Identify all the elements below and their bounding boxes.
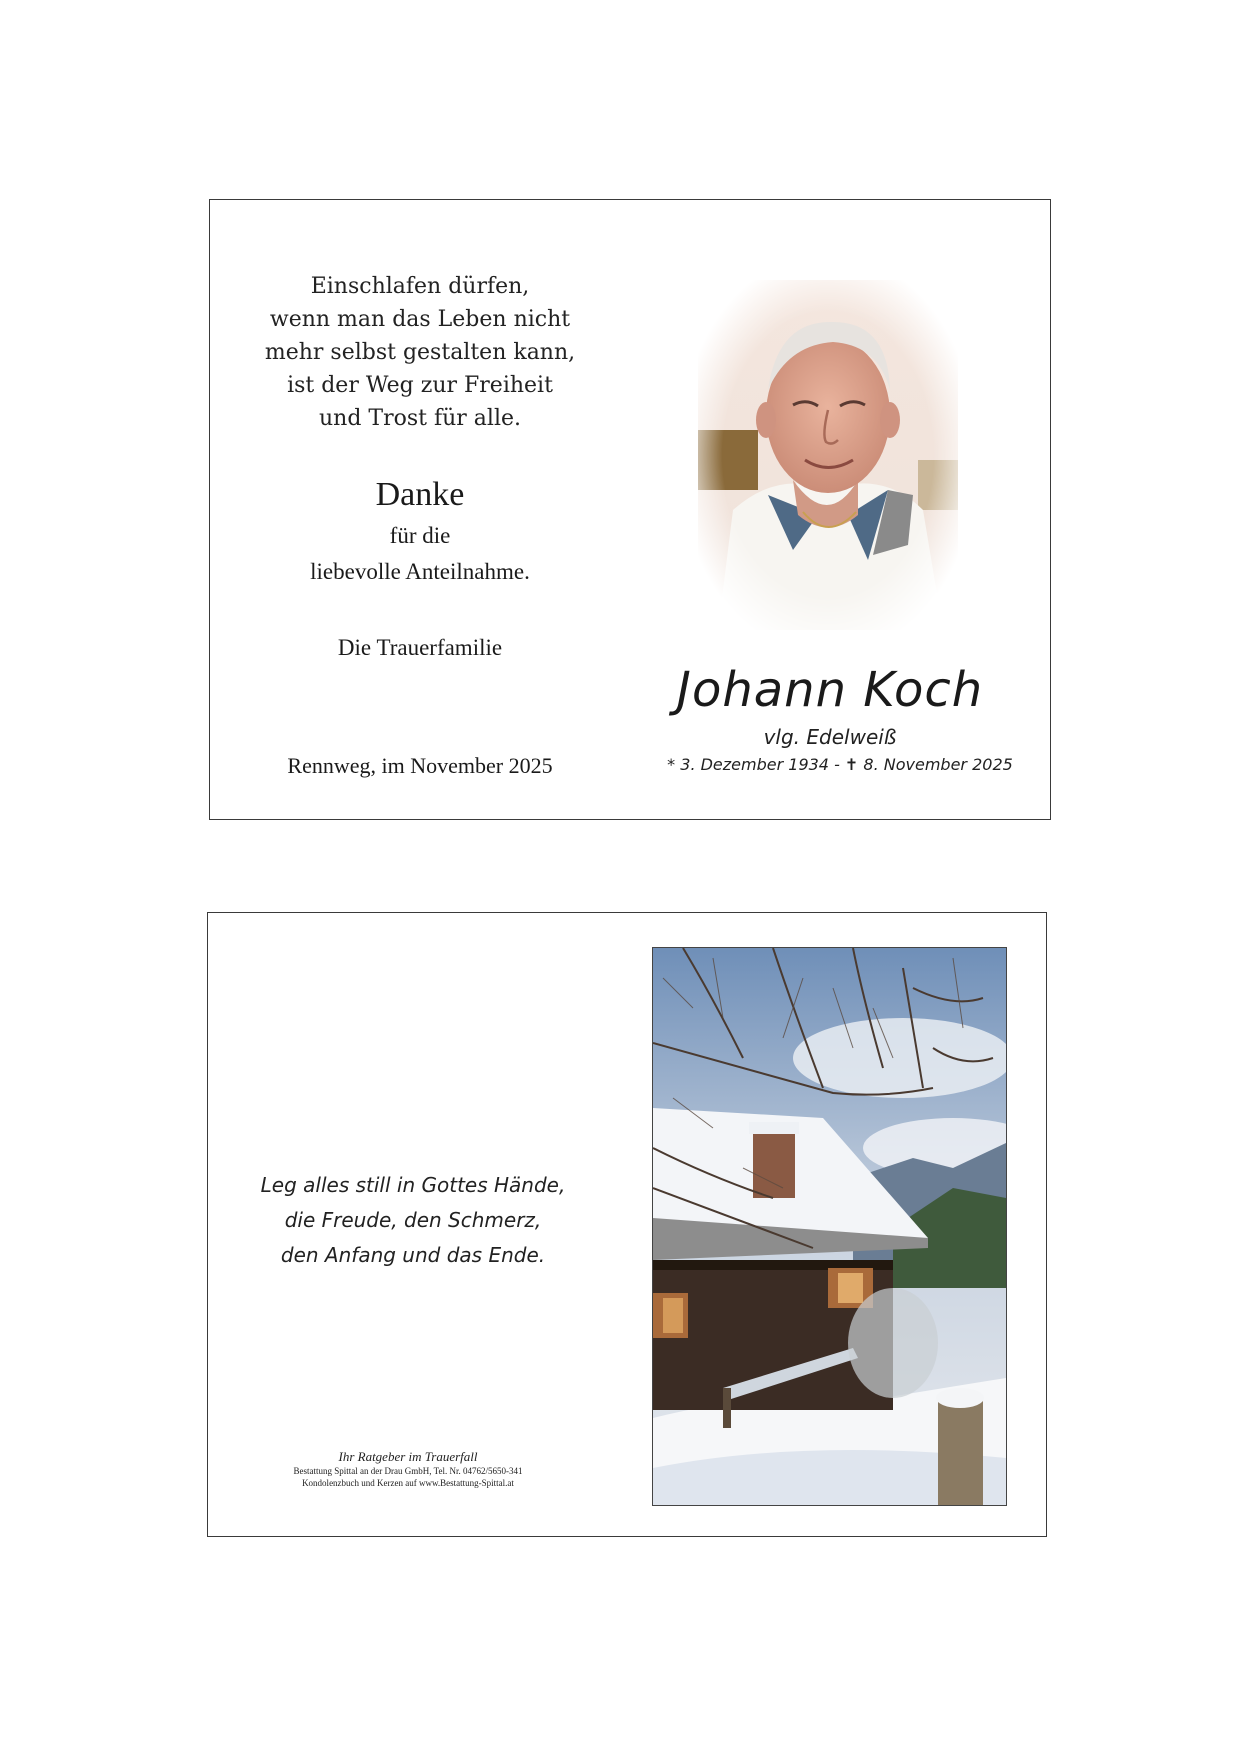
verse-line: Leg alles still in Gottes Hände, — [260, 1173, 566, 1197]
poem-line: mehr selbst gestalten kann, — [264, 340, 576, 365]
poem-line: und Trost für alle. — [319, 406, 521, 431]
footer-line-1: Bestattung Spittal an der Drau GmbH, Tel. Nr. 04762/5650-341 — [293, 1466, 523, 1476]
portrait-photo-icon — [698, 280, 958, 630]
poem — [250, 270, 590, 435]
life-dates: * 3. Dezember 1934 - ✝ 8. November 2025 — [667, 755, 1013, 774]
verse-line: den Anfang und das Ende. — [280, 1243, 546, 1267]
front-card — [209, 199, 1051, 820]
vulgo-name: vlg. Edelweiß — [763, 725, 897, 749]
poem-line: Einschlafen dürfen, — [310, 274, 530, 299]
winter-cabin-photo-icon — [652, 947, 1007, 1506]
thanks-block — [250, 472, 590, 590]
poem-line: ist der Weg zur Freiheit — [287, 373, 553, 398]
thanks-line-2: liebevolle Anteilnahme. — [310, 559, 530, 584]
footer-line-2: Kondolenzbuch und Kerzen auf www.Bestattung-Spittal.at — [302, 1478, 514, 1488]
thanks-line-1: für die — [389, 523, 451, 548]
family-signature: Die Trauerfamilie — [337, 635, 503, 660]
footer-title: Ihr Ratgeber im Trauerfall — [338, 1449, 478, 1464]
place-date: Rennweg, im November 2025 — [287, 753, 553, 778]
funeral-home-footer — [248, 1448, 568, 1489]
verse-line: die Freude, den Schmerz, — [284, 1208, 542, 1232]
back-card — [207, 912, 1047, 1537]
poem-line: wenn man das Leben nicht — [269, 307, 571, 332]
deceased-name: Johann Koch — [676, 662, 984, 718]
verse — [228, 1168, 598, 1273]
thanks-title: Danke — [375, 476, 465, 513]
